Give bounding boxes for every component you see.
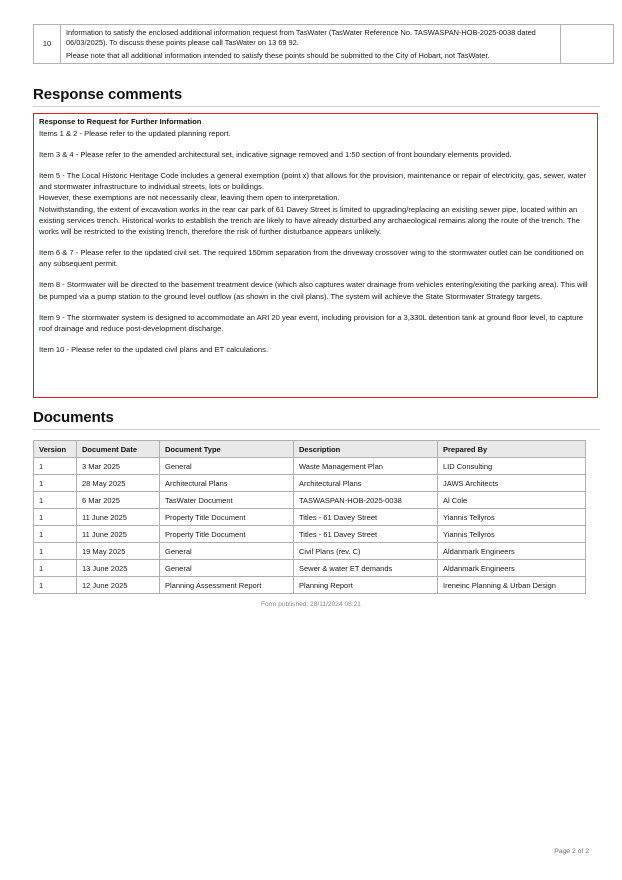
column-header-prepared-by: Prepared By [438, 441, 586, 458]
table-row [34, 509, 586, 526]
column-header-document-date: Document Date [77, 441, 160, 458]
table-cell: Aldanmark Engineers [438, 543, 586, 560]
table-cell: 28 May 2025 [77, 475, 160, 492]
response-paragraph-5: Notwithstanding, the extent of excavation works in the rear car park of 61 Davey Street is limited to upgrading/replacing an existing sewer pipe, located within an existing services trench. Historical works to establish the trench are likely to have already disturbed any archaeological remains along the route of the trench. The works will be restricted to the existing trench, therefore the risk of further disturbance appears unlikely. [39, 204, 580, 236]
table-cell: Planning Assessment Report [160, 577, 294, 594]
response-paragraph-3: Item 5 - The Local Historic Heritage Code includes a general exemption (point x) that allows for the provision, maintenance or repair of electricity, gas, sewer, water and stormwater infrastructure to individual streets, lots or buildings. [39, 171, 587, 192]
table-cell: 1 [34, 577, 77, 594]
response-paragraph-6: Item 6 & 7 - Please refer to the updated civil set. The required 150mm separation from the driveway crossover wing to the stormwater outlet can be conditioned on any subsequent permit. [39, 248, 584, 269]
table-cell: Architectural Plans [294, 475, 438, 492]
table-cell: 11 June 2025 [77, 509, 160, 526]
documents-table [33, 440, 586, 594]
table-row [34, 492, 586, 509]
row-body-cell [61, 25, 561, 64]
section-heading-documents [33, 409, 600, 430]
table-cell: General [160, 543, 294, 560]
row-paragraph: Please note that all additional information intended to satisfy these points should be submitted to the City of Hobart, not TasWater. [66, 50, 490, 60]
table-row [34, 577, 586, 594]
table-cell: TasWater Document [160, 492, 294, 509]
response-paragraph-9: Item 10 - Please refer to the updated civil plans and ET calculations. [39, 344, 269, 354]
table-cell: Titles - 61 Davey Street [294, 509, 438, 526]
row-status-cell [561, 25, 614, 64]
column-header-description: Description [294, 441, 438, 458]
response-paragraph-4: However, these exemptions are not necessarily clear, leaving them open to interpretation. [39, 193, 340, 203]
table-cell: Aldanmark Engineers [438, 560, 586, 577]
table-cell: General [160, 458, 294, 475]
table-cell: 1 [34, 458, 77, 475]
table-cell: 11 June 2025 [77, 526, 160, 543]
table-cell: 1 [34, 492, 77, 509]
table-cell: 1 [34, 543, 77, 560]
table-row [34, 526, 586, 543]
table-cell: General [160, 560, 294, 577]
response-paragraph-8: Item 9 - The stormwater system is designed to accommodate an ARI 20 year event, including provision for a 3,330L detention tank at ground floor level, to capture roof drainage and reduce post-development discharge. [39, 312, 584, 333]
table-cell: JAWS Architects [438, 475, 586, 492]
table-cell: Planning Report [294, 577, 438, 594]
response-paragraph-1: Items 1 & 2 - Please refer to the updated planning report. [39, 128, 231, 138]
table-row [34, 25, 614, 64]
page-number: Page 2 of 2 [554, 848, 589, 855]
table-cell: 19 May 2025 [77, 543, 160, 560]
documents-table-head [34, 441, 586, 458]
table-cell: 6 Mar 2025 [77, 492, 160, 509]
table-cell: Architectural Plans [160, 475, 294, 492]
response-comments-box [33, 113, 598, 398]
response-paragraph-2: Item 3 & 4 - Please refer to the amended architectural set, indicative signage removed and 1:50 section of front boundary elements provided. [39, 149, 512, 159]
table-cell: Titles - 61 Davey Street [294, 526, 438, 543]
table-cell: 1 [34, 560, 77, 577]
table-cell: Ireneinc Planning & Urban Design [438, 577, 586, 594]
table-cell: Civil Plans (rev. C) [294, 543, 438, 560]
table-cell: LID Consulting [438, 458, 586, 475]
table-row [34, 560, 586, 577]
form-published-text: Form published: 28/11/2024 08:21 [261, 601, 361, 608]
table-cell: 13 June 2025 [77, 560, 160, 577]
row-paragraph: Information to satisfy the enclosed additional information request from TasWater (TasWater Reference No. TASWASPAN-HOB-2025-0038 dated 06/03/2025). To discuss these points please call TasWater on 13 69 92. [66, 28, 536, 47]
heading-divider [33, 106, 600, 107]
table-cell: Sewer & water ET demands [294, 560, 438, 577]
table-cell: TASWASPAN-HOB-2025-0038 [294, 492, 438, 509]
section-heading-label: Response comments [33, 86, 183, 103]
table-cell: 1 [34, 475, 77, 492]
additional-information-table [33, 24, 614, 64]
table-cell: 1 [34, 509, 77, 526]
table-cell: 3 Mar 2025 [77, 458, 160, 475]
row-number-cell: 10 [34, 25, 61, 64]
table-cell: 12 June 2025 [77, 577, 160, 594]
response-paragraph-7: Item 8 - Stormwater will be directed to the basement treatment device (which also captures water drainage from vehicles entering/exiting the parking area). This will be pumped via a pump station to the ground level outflow (as shown in the civil plans). The system will achieve the State Stormwater Strategy targets. [39, 280, 588, 301]
section-heading-label: Documents [33, 409, 114, 426]
table-cell: Al Cole [438, 492, 586, 509]
table-row [34, 543, 586, 560]
table-cell: Property Title Document [160, 526, 294, 543]
column-header-document-type: Document Type [160, 441, 294, 458]
table-row [34, 475, 586, 492]
table-row [34, 458, 586, 475]
heading-divider [33, 429, 600, 430]
section-heading-response-comments [33, 86, 600, 107]
table-cell: Yiannis Tellyros [438, 526, 586, 543]
table-cell: Yiannis Tellyros [438, 509, 586, 526]
table-cell: Property Title Document [160, 509, 294, 526]
table-body [34, 25, 614, 64]
documents-table-body [34, 458, 586, 594]
response-box-title: Response to Request for Further Information [39, 117, 202, 126]
column-header-version: Version [34, 441, 77, 458]
table-cell: Waste Management Plan [294, 458, 438, 475]
documents-header-row [34, 441, 586, 458]
table-cell: 1 [34, 526, 77, 543]
